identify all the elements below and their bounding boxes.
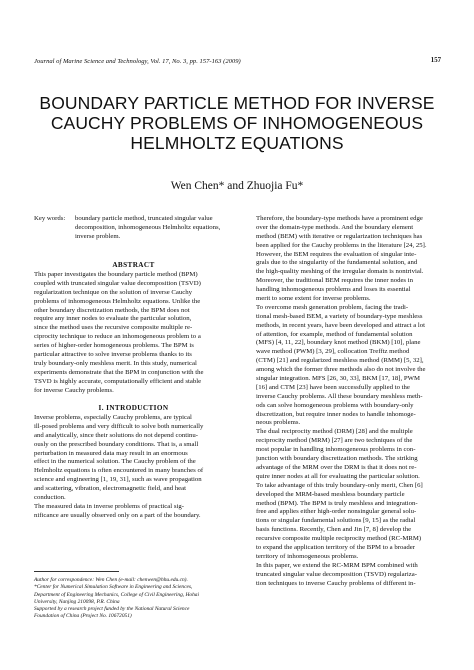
text-line: require any inner nodes to evaluate the particular solution, (34, 315, 192, 323)
abstract-body (34, 271, 233, 395)
text-line: experiments demonstrate that the BPM in conjunction with the (34, 368, 204, 376)
text-line: wave method (PWM) [3, 29], collocation Trefftz method (256, 348, 410, 356)
text-line: junction with boundary discretization methods. The striking (256, 455, 418, 463)
keywords-line: inverse problem. (75, 232, 121, 240)
text-line: This paper investigates the boundary particle method (BPM) (34, 271, 198, 278)
text-line: quire inner nodes at all for evaluating the particular solution. (256, 472, 420, 480)
right-column-text (256, 215, 442, 588)
keywords-line: decomposition, inhomogeneous Helmholtz equations, (75, 223, 221, 231)
text-line: among which the former three methods also do not involve the (256, 366, 426, 374)
keywords-list (75, 215, 233, 242)
text-line: nificance are usually observed only on a part of the boundary. (34, 511, 201, 519)
text-line: handling inhomogeneous problems and loses its essential (256, 286, 411, 294)
text-line: series of higher-order homogeneous problems. The BPM is (34, 342, 194, 350)
text-line: over the domain-type methods. And the boundary element (256, 223, 414, 231)
title-line: CAUCHY PROBLEMS OF INHOMOGENEOUS (50, 113, 424, 133)
text-line: neous problems. (256, 419, 301, 427)
text-line: free and applies either high-order nonsingular general solu- (256, 508, 417, 516)
text-line: to expand the application territory of the BPM to a broader (256, 543, 415, 551)
text-line: since the method uses the recursive composite multiple re- (34, 324, 193, 332)
introduction-body (34, 414, 233, 521)
text-line: coupled with truncated singular value decomposition (TSVD) (34, 279, 201, 287)
text-line: Department of Engineering Mechanics, College of Civil Engineering, Hohai (34, 591, 199, 598)
text-line: (CTM) [21] and regularized meshless method (RMM) [5, 32], (256, 357, 424, 365)
footnote-rule (34, 571, 119, 572)
text-line: Moreover, the traditional BEM requires the inner nodes in (256, 277, 414, 285)
text-line: Inverse problems, especially Cauchy problems, are typical (34, 414, 192, 421)
page-number: 157 (430, 57, 441, 64)
text-line: Foundation of China (Project No. 10672051) (34, 613, 132, 620)
abstract-section (34, 259, 233, 395)
text-line: and scattering, vibration, electromagnetic field, and heat (34, 485, 187, 493)
text-line: singular integration. MFS [26, 30, 33], BKM [17, 18], PWM (256, 375, 421, 383)
text-line: tions or singular fundamental solutions [9, 15] as the radial (256, 517, 416, 525)
text-line: territory of inhomogeneous problems. (256, 552, 359, 560)
text-line: problems of inhomogeneous Helmholtz equations. Unlike the (34, 297, 201, 305)
title-line: HELMHOLTZ EQUATIONS (130, 133, 344, 153)
text-line: been applied for the Cauchy problems in the literature [24, 25]. (256, 241, 427, 249)
text-line: reciprocity method (MRM) [27] are two techniques of the (256, 437, 413, 445)
text-line: truncated singular value decomposition (TSVD) regulariza- (256, 570, 418, 578)
text-line: inverse Cauchy problems. All these boundary meshless meth- (256, 392, 423, 400)
text-line: *Center for Numerical Simulation Software in Engineering and Sciences, (34, 584, 193, 591)
abstract-heading: ABSTRACT (112, 261, 155, 269)
text-line: conduction. (34, 494, 66, 502)
text-line: method (BPM). The BPM is truly meshless and integration- (256, 499, 418, 507)
text-line: truly boundary-only meshless merit. In this study, numerical (34, 359, 197, 367)
text-line: basis functions. Recently, Chen and Jin [7, 8] develop the (256, 526, 412, 534)
text-line: the high-quality meshing of the irregular domain is nontrivial. (256, 268, 424, 276)
text-line: for inverse Cauchy problems. (34, 386, 114, 394)
text-line: particular attractive to solve inverse problems thanks to its (34, 351, 192, 359)
text-line: [16] and CTM [23] have been successfully applied to the (256, 383, 410, 391)
text-line: Author for correspondence: Wen Chen (e-mail: chenwen@hhu.edu.cn). (34, 577, 188, 583)
text-line: The measured data in inverse problems of practical sig- (34, 502, 184, 510)
introduction-heading: I. INTRODUCTION (98, 404, 169, 412)
text-line: However, the BEM requires the evaluation of singular inte- (256, 250, 417, 258)
text-line: perturbation in measured data may result in an enormous (34, 449, 188, 457)
text-line: In this paper, we extend the RC-MRM BPM combined with (256, 561, 418, 569)
text-line: ods can solve homogeneous problems with boundary-only (256, 401, 414, 409)
text-line: ciprocity technique to reduce an inhomogeneous problem to a (34, 333, 201, 341)
text-line: ill-posed problems and very difficult to solve both numerically (34, 422, 204, 430)
text-line: merit to some extent for inverse problems. (256, 295, 371, 303)
text-line: ously on the prescribed boundary conditions. That is, a small (34, 440, 199, 448)
text-line: tion techniques to inverse Cauchy problems of different in- (256, 579, 416, 587)
text-line: To take advantage of this truly boundary-only merit, Chen [6] (256, 481, 423, 489)
text-line: advantage of the MRM over the DRM is that it does not re- (256, 463, 417, 471)
text-line: Therefore, the boundary-type methods have a prominent edge (256, 215, 423, 222)
text-line: discretization, but require inner nodes to handle inhomoge- (256, 410, 416, 418)
text-line: Helmholtz equations is often encountered in many branches of (34, 467, 204, 475)
text-line: of attention, for example, method of fundamental solution (256, 330, 413, 338)
text-line: Supported by a research project funded by the National Natural Science (34, 606, 190, 613)
text-line: most popular in handling inhomogeneous problems in con- (256, 446, 416, 454)
footnote (34, 577, 239, 621)
text-line: TSVD is highly accurate, computationally efficient and stable (34, 377, 202, 385)
text-line: and analytically, since their solutions do not depend continu- (34, 431, 198, 439)
text-line: method (BEM) with iterative or regularization techniques has (256, 232, 423, 240)
text-line: science and engineering [1, 19, 31], such as wave propagation (34, 476, 202, 484)
keywords-label: Key words: (34, 215, 66, 222)
text-line: other boundary discretization methods, the BPM does not (34, 306, 190, 314)
text-line: tional mesh-based BEM, a variety of boundary-type meshless (256, 312, 423, 320)
text-line: University, Nanjing 210098, P.R. China (34, 598, 120, 605)
paper-title (20, 93, 454, 153)
text-line: (MFS) [4, 11, 22], boundary knot method (BKM) [10], plane (256, 339, 421, 347)
text-line: The dual reciprocity method (DRM) [28] and the multiple (256, 428, 413, 436)
authors: Wen Chen* and Zhuojia Fu* (170, 180, 304, 192)
text-line: grals due to the singularity of the fundamental solution, and (256, 259, 418, 267)
text-line: effect in the numerical solution. The Cauchy problem of the (34, 458, 196, 466)
text-line: regularization technique on the solution of inverse Cauchy (34, 288, 193, 296)
text-line: methods, in recent years, have been developed and attract a lot (256, 321, 426, 329)
title-line: BOUNDARY PARTICLE METHOD FOR INVERSE (39, 93, 435, 113)
text-line: recursive composite multiple reciprocity method (RC-MRM) (256, 535, 422, 543)
text-line: developed the MRM-based meshless boundary particle (256, 490, 405, 498)
text-line: To overcome mesh generation problem, facing the tradi- (256, 303, 409, 311)
introduction-section (34, 402, 233, 521)
keywords-line: boundary particle method, truncated singular value (75, 215, 213, 222)
journal-citation: Journal of Marine Science and Technology, Vol. 17, No. 3, pp. 157-163 (2009) (34, 58, 241, 65)
